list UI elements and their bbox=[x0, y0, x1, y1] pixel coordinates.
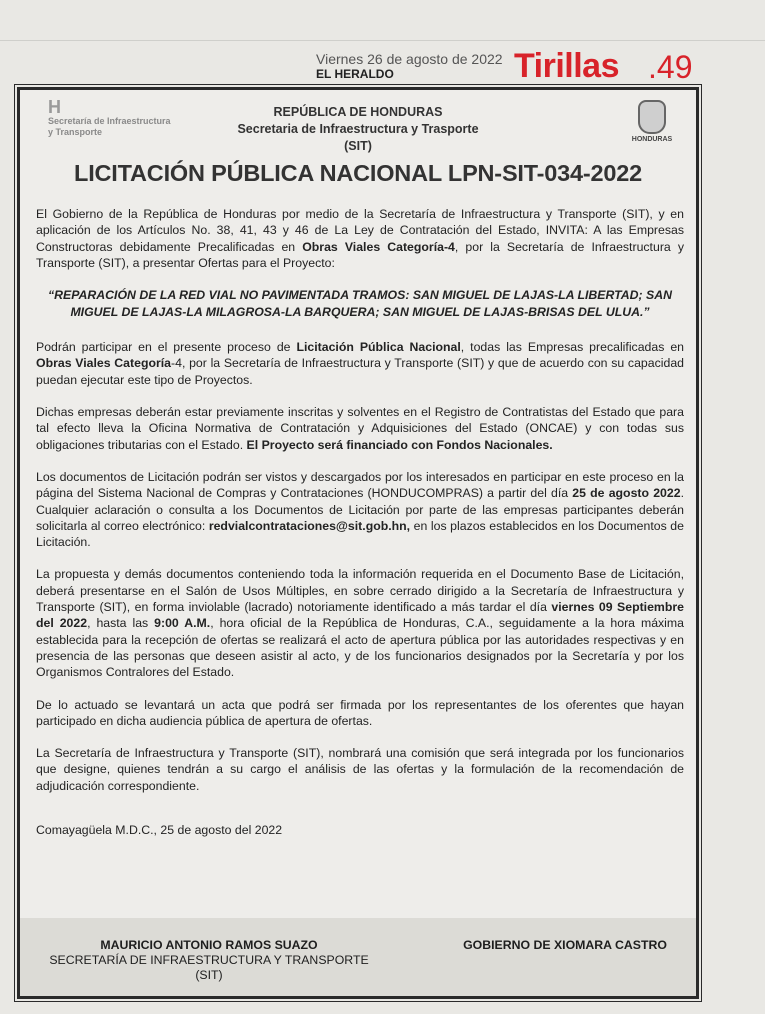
honduras-logo-text: HONDURAS bbox=[631, 136, 673, 143]
place-date: Comayagüela M.D.C., 25 de agosto del 2022 bbox=[36, 823, 283, 838]
text: , hora oficial de la República de Honduras, C.A., seguidamente a la hora máxima establecida para la recepción de ofertas se realizará el acto de apertura pública por las autoridades respectivas y en presencia de las personas que deseen asistir al acto, y de los funcionarios designados por la Secretaría y por los Organismos Contralores del Estado. bbox=[36, 616, 684, 680]
coat-of-arms-icon bbox=[638, 100, 666, 134]
text: . Cualquier aclaración o consulta a los Documentos de Licitación por parte de las empresas participantes deberán solicitarla al correo electrónico: bbox=[36, 486, 684, 533]
text: La propuesta y demás documentos conteniendo toda la información requerida en el Documento Base de Licitación, deberá presentarse en el Salón de Usos Múltiples, en sobre cerrado dirigido a la Secretaría de Infraestructura y Transporte (SIT), en forma inviolable (lacrado) notoriamente identificado a más tardar el día bbox=[36, 567, 684, 615]
text: , todas las Empresas precalificadas en bbox=[460, 340, 685, 355]
text: Podrán participar en el presente proceso de bbox=[36, 340, 297, 355]
header-country: REPÚBLICA DE HONDURAS bbox=[273, 105, 443, 119]
text: , por la Secretaría de Infraestructura y Transporte (SIT), a presentar Ofertas para el Proyecto: bbox=[36, 239, 684, 270]
project-name: “REPARACIÓN DE LA RED VIAL NO PAVIMENTADA TRAMOS: SAN MIGUEL DE LAJAS-LA LIBERTAD; SAN MIGUEL DE LAJAS-LA MILAGROSA-LA BARQUERA; SAN MIGUEL DE LAJAS-BRISAS DEL ULUA.” bbox=[48, 288, 672, 320]
text: , hasta las bbox=[87, 616, 155, 631]
signatory-role: SECRETARÍA DE INFRAESTRUCTURA Y TRANSPORTE bbox=[49, 953, 369, 967]
text: -4, por la Secretaría de Infraestructura y Transporte (SIT) y que de acuerdo con su capacidad puedan ejecutar este tipo de Proyectos. bbox=[36, 356, 684, 387]
paragraph-minutes: De lo actuado se levantará un acta que podrá ser firmada por los representantes de los oferentes que hayan participado en dicha audiencia pública de apertura de ofertas. bbox=[36, 697, 684, 728]
notice-body bbox=[36, 206, 684, 854]
category-bold: Obras Viales Categoría-4 bbox=[302, 239, 455, 254]
paragraph-participants bbox=[36, 339, 684, 388]
sit-logo-line1: Secretaría de Infraestructura bbox=[48, 116, 171, 126]
newspaper-masthead bbox=[0, 40, 765, 87]
issue-date: Viernes 26 de agosto de 2022 bbox=[316, 51, 503, 67]
signatory-abbr: (SIT) bbox=[195, 968, 223, 982]
header-text bbox=[220, 104, 496, 155]
paragraph-submission bbox=[36, 566, 684, 680]
notice-title: LICITACIÓN PÚBLICA NACIONAL LPN-SIT-034-2022 bbox=[74, 160, 642, 186]
notice-header bbox=[20, 90, 696, 158]
paragraph-registration bbox=[36, 404, 684, 453]
deadline-date: viernes 09 Septiembre del 2022 bbox=[36, 600, 684, 631]
bold-text: Obras Viales Categoría bbox=[36, 356, 172, 371]
signatory-name: MAURICIO ANTONIO RAMOS SUAZO bbox=[100, 938, 318, 952]
page-number: .49 bbox=[648, 49, 693, 85]
government-name: GOBIERNO DE XIOMARA CASTRO bbox=[463, 938, 667, 952]
text: Dichas empresas deberán estar previamente inscritas y solventes en el Registro de Contratistas del Estado que para tal efecto lleva la Oficina Normativa de Contratación y Adquisiciones del Estado (ONCAE) y con todas sus obligaciones tributarias con el Estado. bbox=[36, 405, 684, 452]
section-name: Tirillas bbox=[514, 47, 619, 85]
text: Los documentos de Licitación podrán ser vistos y descargados por los interesados en participar en este proceso en la página del Sistema Nacional de Compras y Contrataciones (HONDUCOMPRAS) a partir del día bbox=[36, 469, 684, 501]
text: en los plazos establecidos en los Documentos de Licitación. bbox=[36, 518, 684, 550]
signature-block bbox=[20, 918, 696, 996]
text: El Gobierno de la República de Honduras por medio de la Secretaría de Infraestructura y Transporte (SIT), y en aplicación de los Artículos No. 38, 41, 43 y 46 de La Ley de Contratación del Estado, INVITA: A las Empresas Constructoras debidamente Precalificadas en bbox=[36, 207, 684, 254]
bold-text: Licitación Pública Nacional bbox=[296, 340, 461, 355]
sit-logo bbox=[48, 98, 218, 138]
signatory bbox=[34, 938, 384, 983]
paragraph-invitation bbox=[36, 206, 684, 271]
bold-text: 25 de agosto 2022 bbox=[572, 486, 681, 501]
paragraph-commission: La Secretaría de Infraestructura y Transporte (SIT), nombrará una comisión que será integrada por los funcionarios que designe, quienes tendrán a su cargo el análisis de las ofertas y la formulación de la recomendación de adjudicación correspondiente. bbox=[36, 746, 684, 793]
paragraph-documents bbox=[36, 469, 684, 550]
header-ministry: Secretaria de Infraestructura y Trasporte bbox=[237, 122, 479, 136]
deadline-time: 9:00 A.M. bbox=[154, 616, 211, 631]
sit-logo-mark: H bbox=[48, 97, 62, 117]
notice-frame bbox=[17, 87, 699, 999]
honduras-logo bbox=[628, 100, 676, 143]
header-abbr: (SIT) bbox=[344, 139, 372, 153]
sit-logo-line2: y Transporte bbox=[48, 127, 103, 137]
contact-email: redvialcontrataciones@sit.gob.hn, bbox=[208, 518, 411, 533]
newspaper-name: EL HERALDO bbox=[316, 67, 394, 81]
bold-text: El Proyecto será financiado con Fondos Nacionales. bbox=[246, 437, 553, 452]
